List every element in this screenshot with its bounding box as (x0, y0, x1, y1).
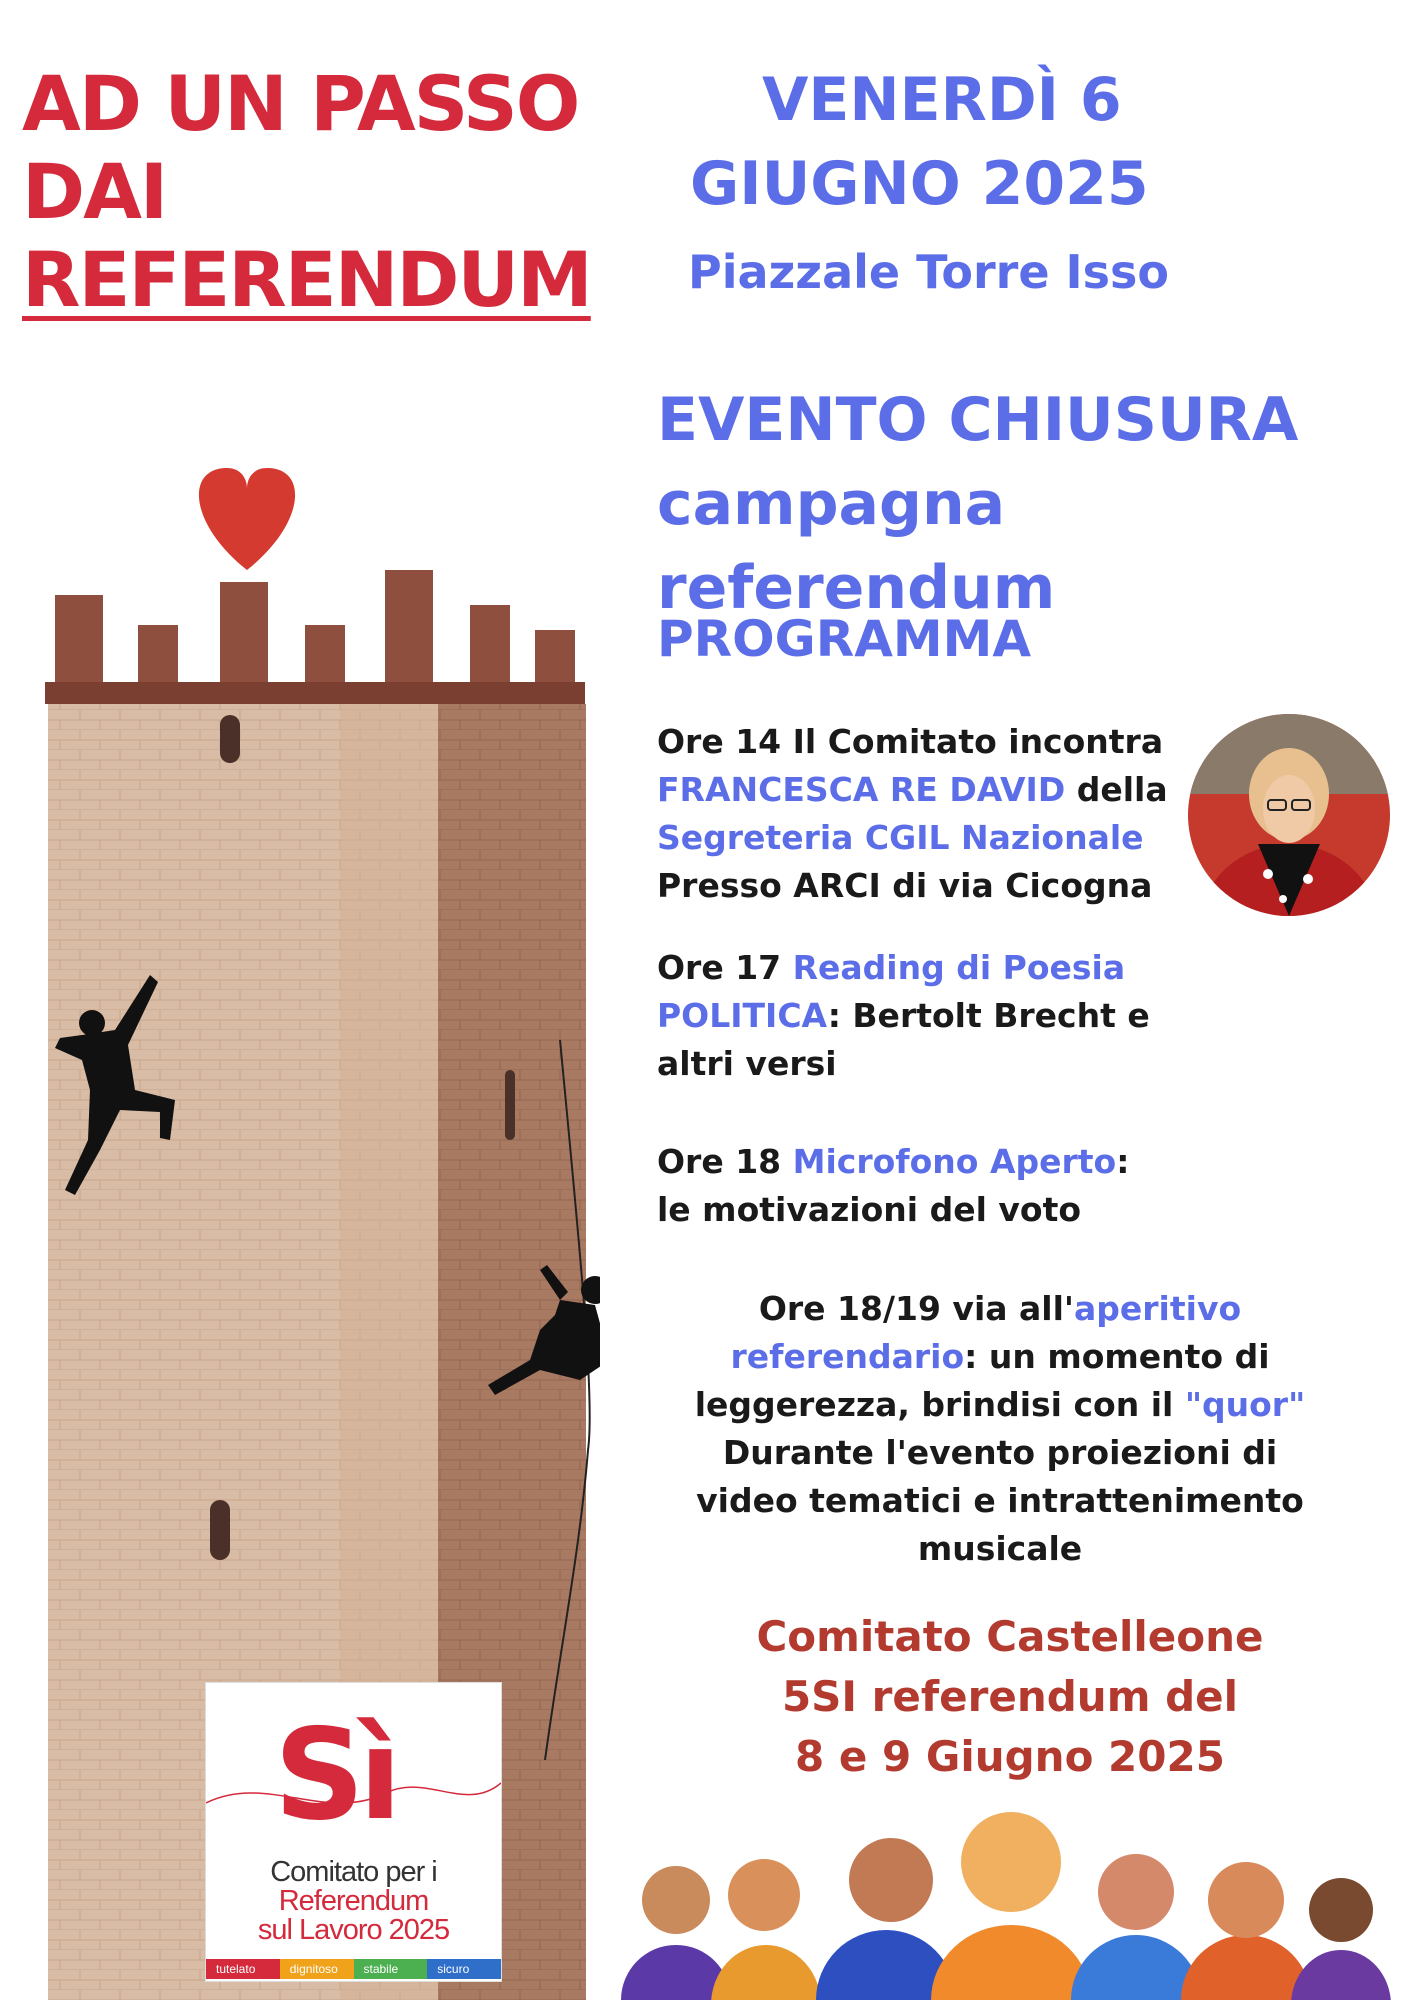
program-item-4-text-5: musicale (917, 1529, 1083, 1568)
logo-line-1: Comitato per i (270, 1856, 437, 1888)
event-title-line-2: campagna referendum (657, 469, 1056, 623)
program-item-2 (657, 944, 1150, 1088)
program-item-3-highlight: Microfono Aperto (792, 1142, 1117, 1181)
program-item-1-org: Segreteria CGIL Nazionale (657, 818, 1144, 857)
program-item-2-highlight-2: POLITICA (657, 996, 828, 1035)
event-title (657, 378, 1414, 630)
program-item-2-time: Ore 17 (657, 948, 793, 987)
program-item-1-text: della (1065, 770, 1168, 809)
event-place: Piazzale Torre Isso (688, 245, 1170, 299)
logo-tag-bar (206, 1959, 501, 1979)
program-item-2-text-2: altri versi (657, 1044, 837, 1083)
program-item-4-text-2: leggerezza, brindisi con il (694, 1385, 1185, 1424)
speaker-avatar (1188, 714, 1390, 916)
logo-line-3: sul Lavoro 2025 (257, 1914, 450, 1946)
event-date-month-year: GIUGNO 2025 (690, 149, 1149, 219)
program-item-4-text-3: Durante l'evento proiezioni di (722, 1433, 1278, 1472)
program-item-2-text: : Bertolt Brecht e (827, 996, 1150, 1035)
event-date-day: VENERDÌ 6 (762, 65, 1122, 135)
program-item-1-time: Ore 14 Il Comitato incontra (657, 722, 1164, 761)
headline-line-2: DAI (22, 147, 167, 236)
program-item-4-highlight-2: referendario (730, 1337, 965, 1376)
program-item-4 (680, 1285, 1320, 1573)
programma-heading: PROGRAMMA (657, 610, 1032, 668)
program-item-4-highlight: aperitivo (1074, 1289, 1242, 1328)
program-item-4-time: Ore 18/19 via all' (758, 1289, 1075, 1328)
program-item-1 (657, 718, 1168, 910)
logo-tag-1: tutelato (206, 1959, 280, 1979)
program-item-4-text-4: video tematici e intrattenimento (696, 1481, 1304, 1520)
program-item-1-location: Presso ARCI di via Cicogna (657, 866, 1153, 905)
program-item-4-quor: "quor" (1184, 1385, 1306, 1424)
logo-si: Sì (274, 1701, 396, 1848)
logo-tag-3: stabile (354, 1959, 428, 1979)
program-item-1-guest: FRANCESCA RE DAVID (657, 770, 1066, 809)
logo-line-2: Referendum (278, 1885, 429, 1917)
program-item-3-time: Ore 18 (657, 1142, 793, 1181)
tower-battlements (45, 570, 585, 704)
logo-tag-2: dignitoso (280, 1959, 354, 1979)
program-item-3 (657, 1138, 1129, 1234)
referendum-logo (205, 1682, 502, 1982)
committee-line-1: Comitato Castelleone (756, 1612, 1264, 1661)
program-item-2-highlight: Reading di Poesia (792, 948, 1126, 987)
committee-line-2: 5SI referendum del (781, 1672, 1239, 1721)
people-illustration (606, 1800, 1406, 2000)
committee-signature (730, 1607, 1290, 1787)
event-date (690, 58, 1310, 226)
headline-line-1: AD UN PASSO (22, 59, 579, 148)
program-item-4-text: : un momento di (964, 1337, 1270, 1376)
program-item-3-colon: : (1116, 1142, 1130, 1181)
headline-line-3: REFERENDUM (22, 235, 591, 324)
logo-tag-4: sicuro (427, 1959, 501, 1979)
headline (22, 60, 602, 324)
program-item-3-text: le motivazioni del voto (657, 1190, 1082, 1229)
committee-line-3: 8 e 9 Giugno 2025 (795, 1732, 1225, 1781)
heart-icon (199, 468, 295, 570)
event-title-line-1: EVENTO CHIUSURA (657, 385, 1299, 455)
